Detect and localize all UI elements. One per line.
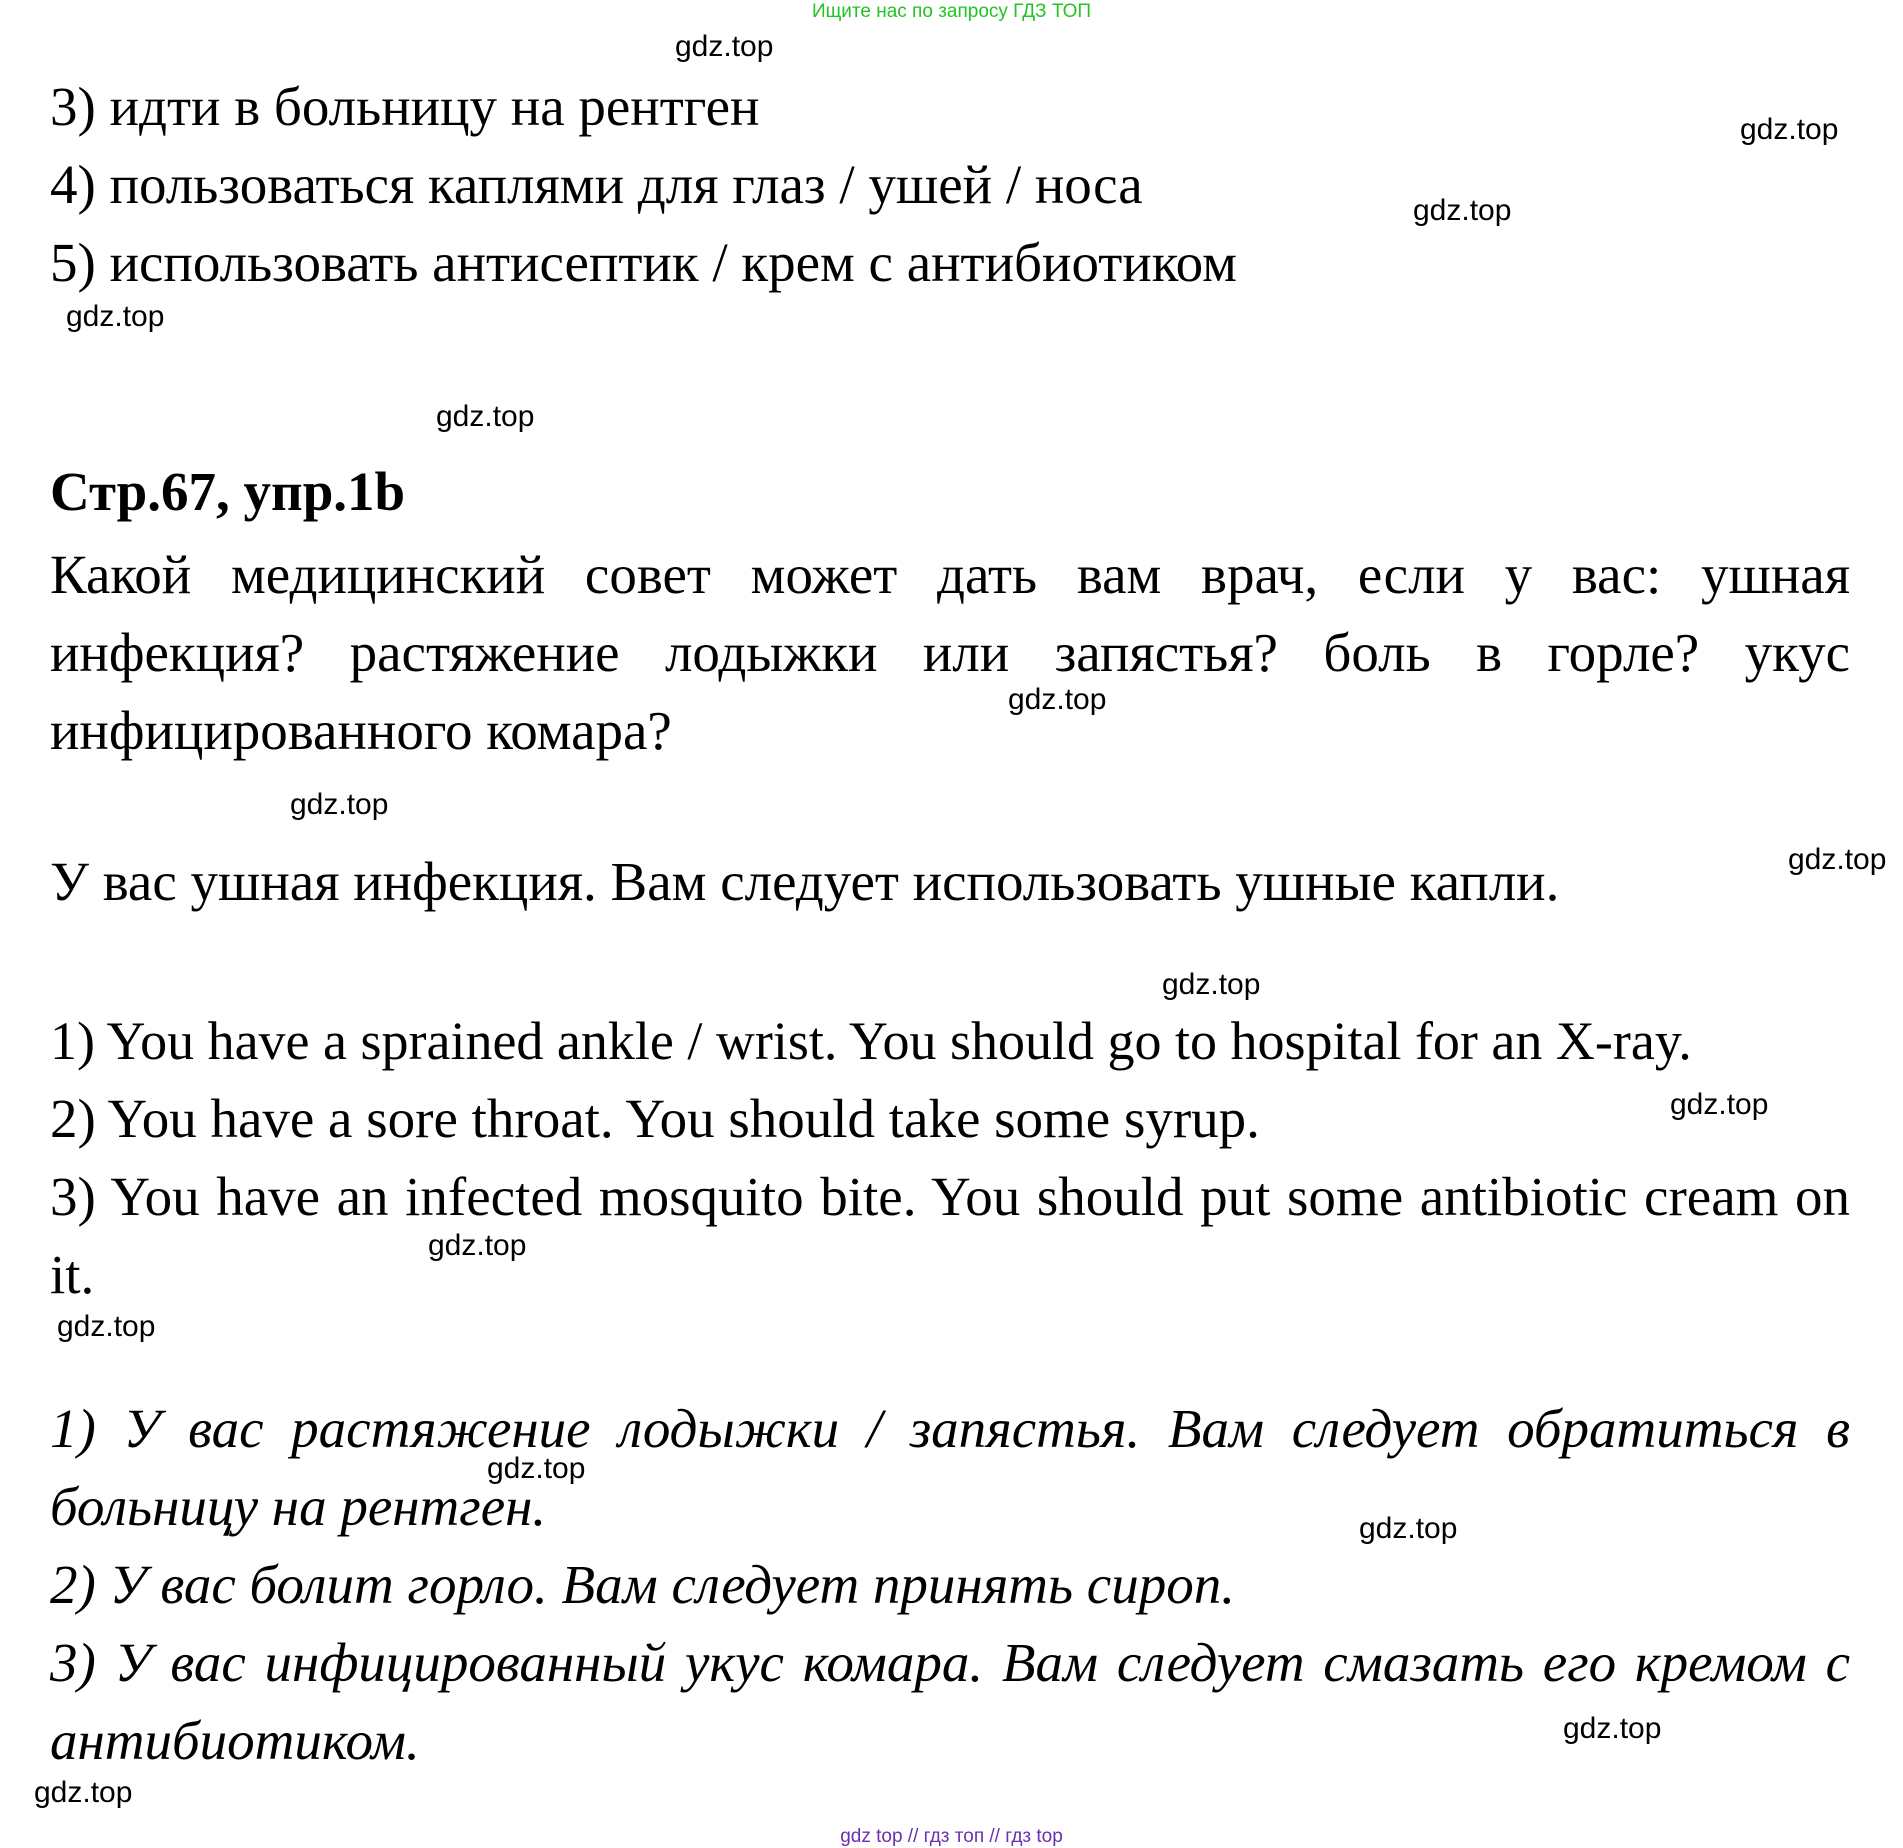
watermark: gdz.top — [66, 300, 165, 333]
answer-ru: 3) У вас инфицированный укус комара. Вам следует смазать его кремом с антибиотиком. — [50, 1632, 1850, 1771]
bottom-banner: gdz top // гдз топ // гдз top — [840, 1826, 1063, 1847]
watermark: gdz.top — [1670, 1088, 1769, 1121]
watermark: gdz.top — [1563, 1712, 1662, 1745]
watermark: gdz.top — [1359, 1512, 1458, 1545]
watermark: gdz.top — [57, 1310, 156, 1343]
watermark: gdz.top — [428, 1229, 527, 1262]
watermark: gdz.top — [290, 788, 389, 821]
answer-ru: 2) У вас болит горло. Вам следует принять сироп. — [50, 1554, 1235, 1615]
answer-en: 3) You have an infected mosquito bite. You should put some antibiotic cream on it. — [50, 1166, 1850, 1305]
watermark: gdz.top — [1008, 683, 1107, 716]
watermark: gdz.top — [34, 1776, 133, 1809]
list-item: 4) пользоваться каплями для глаз / ушей / носа — [50, 154, 1143, 215]
exercise-heading: Стр.67, упр.1b — [50, 461, 406, 522]
question-text: Какой медицинский совет может дать вам врач, если у вас: ушная инфекция? растяжение лодыжки или запястья? боль в горле? укус инфицированного комара? — [50, 544, 1850, 761]
list-item: 3) идти в больницу на рентген — [50, 76, 760, 137]
watermark: gdz.top — [487, 1452, 586, 1485]
answer-en: 1) You have a sprained ankle / wrist. You should go to hospital for an X-ray. — [50, 1011, 1692, 1071]
list-item: 5) использовать антисептик / крем с антибиотиком — [50, 232, 1237, 293]
watermark: gdz.top — [1740, 113, 1839, 146]
top-banner: Ищите нас по запросу ГДЗ ТОП — [811, 1, 1092, 22]
watermark: gdz.top — [1788, 843, 1887, 876]
example-text: У вас ушная инфекция. Вам следует использовать ушные капли. — [50, 851, 1560, 912]
answer-ru: 1) У вас растяжение лодыжки / запястья. Вам следует обратиться в больницу на рентген. — [50, 1398, 1850, 1537]
watermark: gdz.top — [1413, 194, 1512, 227]
watermark: gdz.top — [436, 400, 535, 433]
watermark: gdz.top — [675, 30, 774, 63]
watermark: gdz.top — [1162, 968, 1261, 1001]
answer-en: 2) You have a sore throat. You should take some syrup. — [50, 1088, 1260, 1149]
